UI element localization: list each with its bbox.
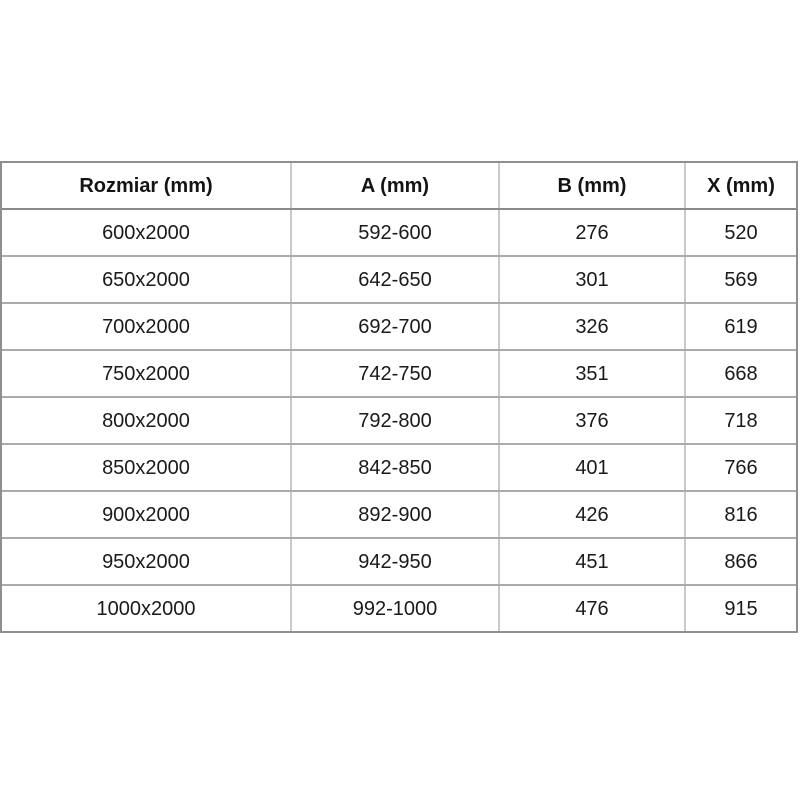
table-cell-rozmiar: 600x2000 (2, 209, 291, 256)
table-row (2, 209, 796, 256)
table-cell-rozmiar: 700x2000 (2, 303, 291, 350)
table-cell-rozmiar: 1000x2000 (2, 585, 291, 631)
table-cell-a: 942-950 (291, 538, 499, 585)
table-cell-b: 376 (499, 397, 685, 444)
table-cell-a: 842-850 (291, 444, 499, 491)
table-cell-a: 592-600 (291, 209, 499, 256)
table-cell-rozmiar: 650x2000 (2, 256, 291, 303)
table-cell-b: 326 (499, 303, 685, 350)
table-cell-x: 915 (724, 597, 758, 620)
table-row (2, 585, 796, 631)
table-cell-b: 276 (499, 209, 685, 256)
table-row (2, 444, 796, 491)
table-row (2, 397, 796, 444)
table-cell-a: 742-750 (291, 350, 499, 397)
table-cell-x: 520 (685, 209, 796, 256)
table-cell-rozmiar: 750x2000 (2, 350, 291, 397)
table-cell-rozmiar: 800x2000 (2, 397, 291, 444)
table-row (2, 491, 796, 538)
size-table (2, 163, 796, 631)
table-cell-b: 301 (499, 256, 685, 303)
table-row (2, 256, 796, 303)
table-row (2, 303, 796, 350)
size-table-container (0, 161, 798, 633)
table-header (2, 163, 796, 209)
column-header-a: A (mm) (291, 163, 499, 209)
table-cell-b: 476 (499, 585, 685, 631)
table-cell-b: 401 (499, 444, 685, 491)
table-cell-x: 619 (685, 303, 796, 350)
table-cell-a: 642-650 (291, 256, 499, 303)
table-cell-x: 569 (685, 256, 796, 303)
column-header-x: X (mm) (685, 163, 796, 209)
table-cell-rozmiar: 950x2000 (2, 538, 291, 585)
table-cell-b: 451 (499, 538, 685, 585)
table-cell-x: 766 (685, 444, 796, 491)
table-body (2, 209, 796, 631)
table-cell-a: 992-1000 (291, 585, 499, 631)
table-row (2, 538, 796, 585)
table-cell-a: 792-800 (291, 397, 499, 444)
table-cell-x: 718 (685, 397, 796, 444)
table-cell-x: 668 (685, 350, 796, 397)
table-cell-a: 892-900 (291, 491, 499, 538)
column-header-b: B (mm) (499, 163, 685, 209)
table-header-row (2, 163, 796, 209)
table-cell-rozmiar: 850x2000 (2, 444, 291, 491)
table-cell-x: 866 (685, 538, 796, 585)
table-cell-x: 816 (685, 491, 796, 538)
table-cell-b: 426 (499, 491, 685, 538)
table-row (2, 350, 796, 397)
table-cell-b: 351 (499, 350, 685, 397)
column-header-rozmiar: Rozmiar (mm) (2, 163, 291, 209)
table-cell-rozmiar: 900x2000 (2, 491, 291, 538)
table-cell-a: 692-700 (291, 303, 499, 350)
